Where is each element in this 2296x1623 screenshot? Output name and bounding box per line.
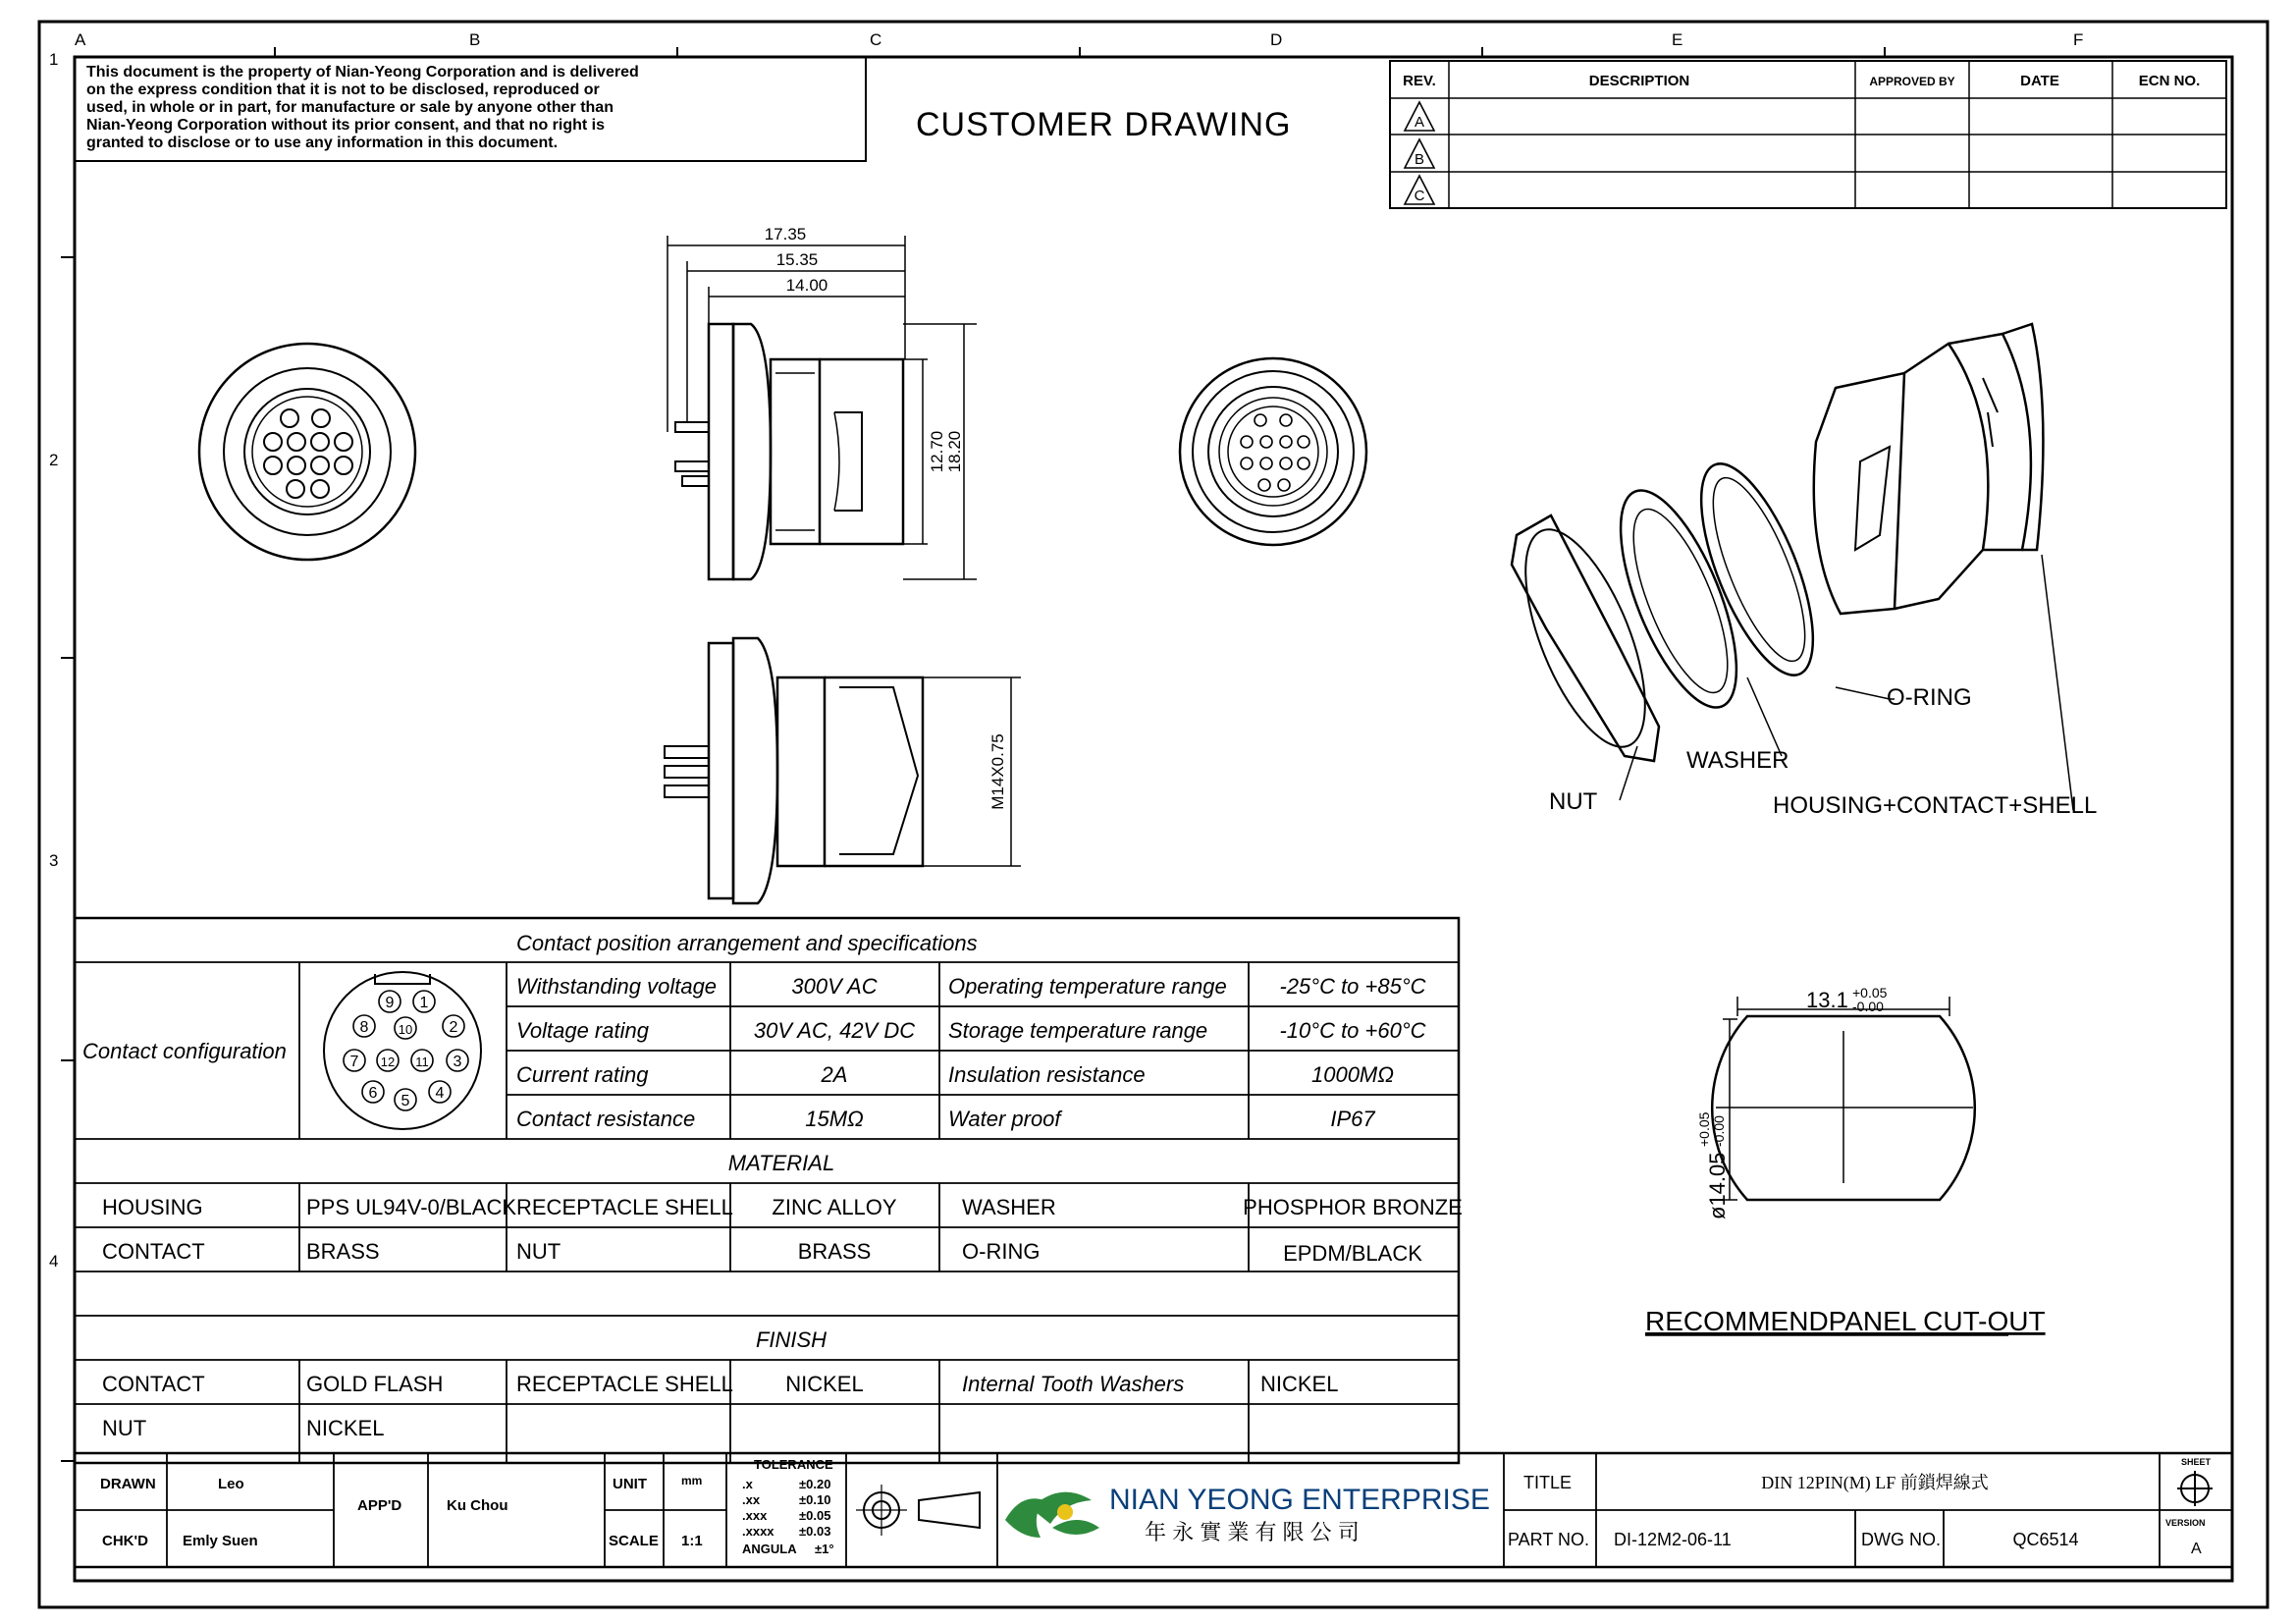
material-cell: EPDM/BLACK	[1283, 1241, 1422, 1266]
cutout-dia: ø14.05	[1705, 1152, 1730, 1219]
sheet-symbol	[2177, 1471, 2213, 1506]
material-title: MATERIAL	[727, 1151, 835, 1175]
scale-value: 1:1	[681, 1533, 703, 1549]
dwgno-label: DWG NO.	[1861, 1530, 1941, 1549]
rear-view	[1180, 358, 1366, 545]
cutout-width-tol-minus: -0.00	[1852, 999, 1884, 1014]
tol-key: .x	[742, 1477, 753, 1491]
company-name: NIAN YEONG ENTERPRISE	[1109, 1484, 1490, 1516]
rev-header: REV.	[1403, 73, 1436, 89]
dim-thread: M14X0.75	[988, 733, 1007, 810]
row-label-1: 1	[49, 50, 59, 69]
spec-label: Water proof	[948, 1107, 1061, 1131]
finish-cell: NICKEL	[306, 1416, 385, 1440]
pin-label: 11	[415, 1055, 429, 1069]
notice-line: used, in whole or in part, for manufacture or sale by anyone other than	[86, 99, 614, 116]
row-label-4: 4	[49, 1252, 59, 1271]
tolerance-title: TOLERANCE	[754, 1457, 833, 1472]
sheet-label: SHEET	[2181, 1457, 2212, 1467]
callout-housing: HOUSING+CONTACT+SHELL	[1773, 792, 2098, 819]
notice-line: on the express condition that it is not to be disclosed, reproduced or	[86, 81, 600, 98]
material-cell: PPS UL94V-0/BLACK	[306, 1195, 517, 1219]
dwgno-value: QC6514	[2012, 1530, 2079, 1549]
col-label-b: B	[469, 30, 481, 49]
pin-label: 2	[449, 1019, 458, 1036]
angula-value: ±1°	[815, 1542, 834, 1556]
spec-label: Contact resistance	[516, 1107, 696, 1131]
pin-label: 3	[453, 1054, 462, 1070]
title-label: TITLE	[1523, 1473, 1573, 1492]
col-label-d: D	[1270, 30, 1283, 49]
spec-value: 15MΩ	[805, 1107, 864, 1131]
material-cell: O-RING	[962, 1239, 1041, 1264]
material-cell: PHOSPHOR BRONZE	[1243, 1195, 1463, 1219]
callout-oring: O-RING	[1887, 684, 1972, 711]
tol-value: ±0.10	[799, 1492, 831, 1507]
bottom-side-view	[665, 638, 1021, 903]
side-view	[675, 324, 928, 579]
spec-value: 2A	[821, 1062, 848, 1087]
tol-value: ±0.05	[799, 1508, 831, 1523]
panel-cutout	[1645, 985, 2046, 1336]
spec-value: IP67	[1330, 1107, 1375, 1131]
version-value: A	[2191, 1541, 2202, 1557]
approved-by-header: APPROVED BY	[1869, 75, 1955, 88]
projection-symbol	[856, 1485, 980, 1536]
spec-label: Voltage rating	[516, 1018, 649, 1043]
pin-label: 1	[419, 995, 429, 1011]
spec-label: Storage temperature range	[948, 1018, 1208, 1043]
spec-label: Withstanding voltage	[516, 974, 718, 999]
pin-label: 10	[398, 1022, 413, 1037]
notice-line: granted to disclose or to use any information in this document.	[86, 135, 559, 151]
material-cell: BRASS	[306, 1239, 380, 1264]
notice-line: Nian-Yeong Corporation without its prior consent, and that no right is	[86, 117, 605, 134]
tol-value: ±0.20	[799, 1477, 831, 1491]
spec-value: 300V AC	[791, 974, 878, 999]
pin-label: 4	[435, 1085, 445, 1102]
title-value: DIN 12PIN(M) LF 前鎖焊線式	[1761, 1473, 1989, 1492]
drawn-label: DRAWN	[100, 1476, 156, 1492]
col-label-f: F	[2073, 30, 2084, 49]
cutout-width-tol-plus: +0.05	[1852, 985, 1888, 1001]
notice-text	[86, 64, 639, 151]
front-view	[199, 344, 415, 560]
rev-a: A	[1414, 114, 1425, 131]
scale-label: SCALE	[609, 1533, 659, 1549]
pin-label: 9	[385, 995, 395, 1011]
pin-label: 8	[359, 1019, 369, 1036]
angula-label: ANGULA	[742, 1542, 797, 1556]
material-cell: HOUSING	[102, 1195, 203, 1219]
cutout-label: RECOMMENDPANEL CUT-OUT	[1645, 1306, 2046, 1336]
material-cell: RECEPTACLE SHELL	[516, 1195, 733, 1219]
finish-cell: GOLD FLASH	[306, 1372, 444, 1396]
drawing-heading: CUSTOMER DRAWING	[916, 106, 1292, 143]
dim-17-35: 17.35	[764, 225, 807, 243]
partno-value: DI-12M2-06-11	[1614, 1530, 1732, 1549]
col-label-a: A	[75, 30, 86, 49]
cutout-dia-tol-plus: +0.05	[1696, 1111, 1712, 1147]
dim-15-35: 15.35	[775, 250, 819, 269]
appd-label: APP'D	[357, 1497, 402, 1514]
finish-cell: CONTACT	[102, 1372, 205, 1396]
pin-label: 5	[400, 1093, 410, 1109]
pin-diagram	[324, 972, 481, 1129]
partno-label: PART NO.	[1508, 1530, 1590, 1549]
callout-washer: WASHER	[1686, 747, 1789, 774]
appd-value: Ku Chou	[447, 1497, 508, 1514]
rev-c: C	[1414, 188, 1425, 204]
dim-14-00: 14.00	[785, 276, 828, 295]
revision-table	[1390, 61, 2226, 208]
description-header: DESCRIPTION	[1588, 73, 1690, 89]
callout-nut: NUT	[1549, 788, 1598, 815]
col-label-e: E	[1672, 30, 1683, 49]
material-cell: ZINC ALLOY	[772, 1195, 897, 1219]
spec-label: Operating temperature range	[948, 974, 1227, 999]
row-label-2: 2	[49, 451, 59, 469]
drawn-value: Leo	[218, 1476, 244, 1492]
ecn-header: ECN NO.	[2138, 73, 2201, 89]
company-logo	[1005, 1492, 1099, 1538]
dim-12-70: 12.70	[928, 430, 946, 473]
rev-b: B	[1414, 151, 1425, 168]
cutout-dia-tol-minus: -0.00	[1711, 1115, 1727, 1147]
row-labels	[49, 50, 58, 1271]
inner-frame	[75, 57, 2232, 1581]
tol-key: .xxxx	[742, 1524, 774, 1539]
spec-value: 30V AC, 42V DC	[753, 1018, 916, 1043]
finish-cell: NUT	[102, 1416, 147, 1440]
finish-cell: Internal Tooth Washers	[962, 1372, 1185, 1396]
spec-value: -25°C to +85°C	[1279, 974, 1426, 999]
title-block	[75, 1453, 2232, 1567]
unit-value: mm	[681, 1474, 703, 1488]
chkd-value: Emly Suen	[183, 1533, 258, 1549]
cutout-width: 13.1	[1806, 988, 1848, 1012]
spec-label: Current rating	[516, 1062, 649, 1087]
material-cell: CONTACT	[102, 1239, 205, 1264]
spec-table	[75, 918, 1463, 1463]
company-name-cn: 年 永 實 業 有 限 公 司	[1145, 1520, 1360, 1544]
material-cell: NUT	[516, 1239, 561, 1264]
finish-cell: NICKEL	[1260, 1372, 1339, 1396]
column-labels	[75, 30, 2083, 49]
tol-value: ±0.03	[799, 1524, 831, 1539]
unit-label: UNIT	[613, 1476, 647, 1492]
material-cell: BRASS	[797, 1239, 872, 1264]
pin-label: 12	[380, 1055, 396, 1069]
date-header: DATE	[2020, 73, 2059, 89]
spec-value: 1000MΩ	[1310, 1062, 1395, 1087]
finish-cell: RECEPTACLE SHELL	[516, 1372, 733, 1396]
dim-18-20: 18.20	[945, 430, 964, 473]
finish-title: FINISH	[755, 1327, 828, 1352]
notice-line: This document is the property of Nian-Yeong Corporation and is delivered	[86, 64, 639, 81]
version-label: VERSION	[2165, 1518, 2206, 1528]
spec-title: Contact position arrangement and specifications	[516, 931, 978, 955]
tol-key: .xxx	[742, 1508, 768, 1523]
pin-label: 7	[349, 1054, 359, 1070]
spec-label: Insulation resistance	[948, 1062, 1146, 1087]
row-label-3: 3	[49, 851, 59, 870]
finish-cell: NICKEL	[785, 1372, 864, 1396]
tol-key: .xx	[742, 1492, 761, 1507]
spec-value: -10°C to +60°C	[1279, 1018, 1426, 1043]
contact-config-label: Contact configuration	[82, 1039, 287, 1063]
material-cell: WASHER	[962, 1195, 1056, 1219]
col-label-c: C	[870, 30, 882, 49]
pin-label: 6	[368, 1085, 378, 1102]
chkd-label: CHK'D	[102, 1533, 148, 1549]
